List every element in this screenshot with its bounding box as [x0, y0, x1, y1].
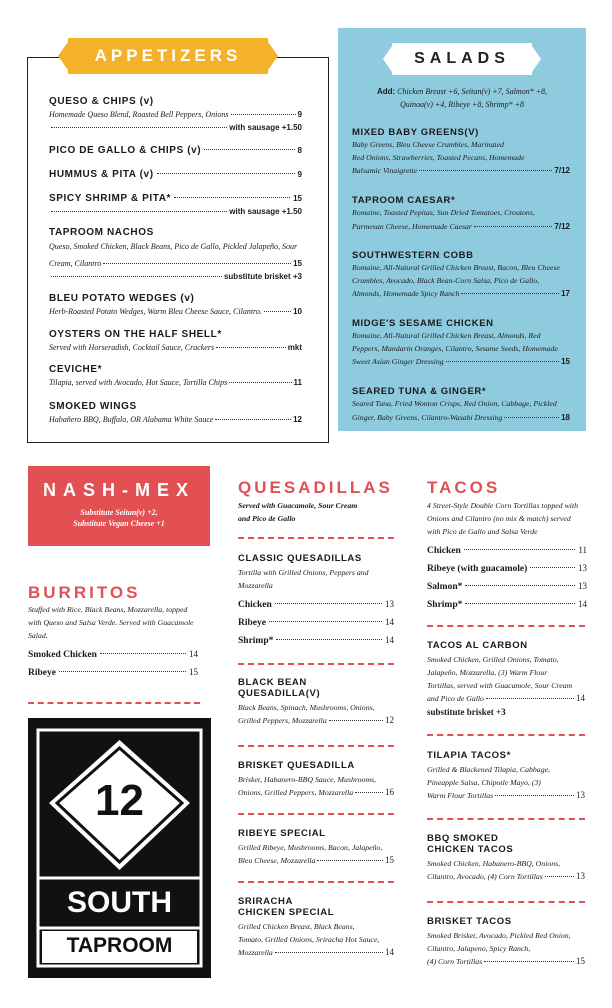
salad-item — [352, 127, 570, 178]
item-name: SMOKED WINGS — [49, 401, 137, 412]
item-price: 18 — [561, 412, 570, 422]
option-price: 13 — [385, 599, 394, 609]
section-desc: and Pico de Gallo — [238, 514, 296, 523]
section-desc: Onions and Cilantro (no mix & match) served — [427, 514, 571, 523]
taproom-logo — [28, 718, 211, 978]
item-name: BRISKET TACOS — [427, 916, 512, 927]
item-desc: Peppers, Mandarin Oranges, Cilantro, Sesame Seeds, Homemade — [352, 343, 558, 353]
burritos-desc: Salad. — [28, 631, 48, 640]
item-name: TAPROOM NACHOS — [49, 227, 154, 238]
item-name: OYSTERS ON THE HALF SHELL* — [49, 329, 222, 340]
option-price: 14 — [578, 599, 587, 609]
item-name-2: CHICKEN SPECIAL — [238, 907, 335, 918]
item-desc: Smoked Chicken, Habanero-BBQ, Onions, — [427, 859, 561, 868]
item-price: 10 — [293, 307, 302, 316]
menu-item — [238, 828, 394, 867]
menu-item — [238, 553, 394, 650]
option-price: 14 — [189, 649, 198, 659]
item-name: BLEU POTATO WEDGES (v) — [49, 293, 195, 304]
option-price: 11 — [578, 545, 587, 555]
divider — [427, 625, 585, 627]
item-desc: Seared Tuna, Fried Wonton Crisps, Red Onion, Cabbage, Pickled — [352, 399, 557, 408]
item-desc: Queso, Smoked Chicken, Black Beans, Pico de Gallo, Pickled Jalapeño, Sour — [49, 242, 298, 251]
item-price: 14 — [576, 693, 585, 703]
menu-item — [49, 96, 302, 134]
option-price: 15 — [189, 667, 198, 677]
item-price: 15 — [576, 956, 585, 966]
menu-item — [238, 760, 394, 799]
item-desc: and Pico de Gallo — [427, 694, 484, 703]
item-desc: Ginger, Baby Greens, Cilantro-Wasabi Dressing — [352, 412, 503, 422]
section-desc: 4 Street-Style Double Corn Tortillas topped with — [427, 501, 579, 510]
option-label: Smoked Chicken — [28, 650, 97, 660]
item-desc: Romaine, Toasted Pepitas, Sun Dried Tomatoes, Croutons, — [352, 208, 535, 217]
nashmex-banner — [28, 466, 210, 546]
item-price: 13 — [576, 790, 585, 800]
item-price: 16 — [385, 787, 394, 797]
divider — [238, 537, 394, 539]
divider — [238, 881, 394, 883]
divider — [238, 813, 394, 815]
menu-item — [49, 168, 302, 181]
item-extra: with sausage +1.50 — [229, 207, 302, 216]
quesadillas-desc — [238, 499, 398, 525]
item-name: SEARED TUNA & GINGER* — [352, 386, 487, 397]
option-price: 14 — [385, 635, 394, 645]
salad-item — [352, 195, 570, 233]
item-desc: Smoked Brisket, Avocado, Pickled Red Onion, — [427, 931, 571, 940]
item-name: TILAPIA TACOS* — [427, 750, 511, 761]
divider — [427, 818, 585, 820]
item-desc: Brisket, Habanero-BBQ Sauce, Mushrooms, — [238, 775, 377, 784]
item-desc: Almonds, Homemade Spicy Ranch — [352, 289, 460, 298]
item-desc: Cilantro, Jalapeno, Spicy Ranch, — [427, 944, 531, 953]
burritos-section — [28, 603, 198, 682]
nashmex-sub-2: Substitute Vegan Cheese +1 — [73, 519, 165, 528]
item-desc: Served with Horseradish, Cocktail Sauce, Crackers — [49, 343, 215, 352]
item-name: QUESO & CHIPS (v) — [49, 96, 154, 107]
item-desc: Romaine, All-Natural Grilled Chicken Breast, Almonds, Red — [352, 331, 541, 340]
option-label: Shrimp* — [238, 636, 274, 646]
item-price: 14 — [385, 947, 394, 957]
item-name: HUMMUS & PITA (v) — [49, 169, 154, 180]
item-desc: Black Beans, Spinach, Mushrooms, Onions, — [238, 703, 375, 712]
item-desc: Mozzarella — [238, 948, 273, 957]
item-desc: Balsamic Vinaigrette — [352, 166, 418, 175]
item-desc: Grilled Ribeye, Mushrooms, Bacon, Jalapeño, — [238, 843, 383, 852]
item-desc: Habañero BBQ, Buffalo, OR Alabama White Sauce — [49, 415, 214, 424]
appetizers-banner — [68, 38, 268, 74]
menu-item — [427, 916, 585, 968]
option-price: 14 — [385, 617, 394, 627]
option-price: 13 — [578, 563, 587, 573]
item-name: TACOS AL CARBON — [427, 640, 528, 651]
menu-item — [427, 833, 585, 883]
salads-add-ons — [344, 85, 580, 111]
option-label: Salmon* — [427, 582, 463, 592]
item-name: MIDGE'S SESAME CHICKEN — [352, 318, 494, 329]
burritos-title: BURRITOS — [28, 583, 141, 602]
item-desc: Pineapple Salsa, Chipotle Mayo, (3) — [427, 778, 541, 787]
item-extra: with sausage +1.50 — [229, 123, 302, 132]
item-price: 7/12 — [554, 166, 570, 175]
item-price: 17 — [561, 289, 570, 298]
item-name: TAPROOM CAESAR* — [352, 195, 456, 206]
item-name-2: CHICKEN TACOS — [427, 844, 514, 855]
item-price: 7/12 — [554, 221, 570, 231]
item-price: 9 — [297, 110, 302, 119]
item-name: RIBEYE SPECIAL — [238, 828, 326, 839]
salad-item — [352, 386, 570, 424]
option-label: Ribeye — [238, 618, 266, 628]
item-desc: Tortillas, served with Guacamole, Sour Cream — [427, 681, 573, 690]
item-name: MIXED BABY GREENS(V) — [352, 127, 479, 138]
item-desc: Sweet Asian Ginger Dressing — [352, 357, 444, 366]
item-name-2: QUESADILLA(V) — [238, 688, 321, 699]
add-line-2: Quinoa(v) +4, Ribeye +8, Shrimp* +8 — [400, 100, 524, 109]
item-desc: Bleu Cheese, Mozzarella — [238, 856, 316, 865]
salad-item — [352, 250, 570, 301]
divider — [427, 734, 585, 736]
option-price: 13 — [578, 581, 587, 591]
divider — [28, 702, 200, 704]
logo-number: 12 — [95, 776, 144, 825]
item-desc: Grilled Peppers, Mozzarella — [238, 716, 327, 725]
item-name: CEVICHE* — [49, 364, 103, 375]
nashmex-title: NASH-MEX — [42, 480, 195, 500]
appetizers-title: APPETIZERS — [94, 46, 242, 65]
section-desc: Served with Guacamole, Sour Cream — [238, 501, 358, 510]
item-desc: (4) Corn Tortillas — [427, 957, 483, 966]
quesadillas-title: QUESADILLAS — [238, 478, 393, 497]
item-name: SOUTHWESTERN COBB — [352, 250, 474, 261]
divider — [238, 745, 394, 747]
item-price: 13 — [576, 871, 585, 881]
item-price: 15 — [293, 259, 302, 268]
item-name: BRISKET QUESADILLA — [238, 760, 355, 771]
item-desc: Jalapeño, Mozzarella, (3) Warm Flour — [427, 668, 548, 677]
menu-item — [49, 293, 302, 318]
item-price: 12 — [385, 715, 394, 725]
option-label: Chicken — [427, 546, 461, 556]
item-name: BBQ SMOKED — [427, 833, 499, 844]
item-name: SPICY SHRIMP & PITA* — [49, 193, 172, 204]
item-desc: Baby Greens, Bleu Cheese Crumbles, Marinated — [352, 140, 504, 149]
salads-title: SALADS — [414, 50, 510, 67]
item-desc: Tomato, Grilled Onions, Sriracha Hot Sauce, — [238, 935, 380, 944]
item-desc: Red Onions, Strawberries, Toasted Pecans, Homemade — [352, 152, 525, 162]
add-line-1: Chicken Breast +6, Seitan(v) +7, Salmon* +8, — [397, 87, 548, 96]
item-desc: Grilled Chicken Breast, Black Beans, — [238, 922, 355, 931]
tacos-section — [427, 499, 587, 614]
item-desc: Tortilla with Grilled Onions, Peppers and — [238, 568, 369, 577]
burritos-desc: with Queso and Salsa Verde. Served with Guacamole — [28, 618, 194, 627]
tacos-title: TACOS — [427, 478, 501, 497]
menu-item — [427, 640, 585, 719]
menu-item — [49, 364, 302, 389]
logo-line-2: TAPROOM — [66, 934, 173, 957]
option-label: Ribeye (with guacamole) — [427, 564, 528, 574]
item-desc: Grilled & Blackened Tilapia, Cabbage, — [427, 765, 551, 774]
item-extra: substitute brisket +3 — [223, 272, 302, 281]
item-price: 11 — [293, 378, 302, 387]
divider — [238, 663, 394, 665]
item-desc: Smoked Chicken, Grilled Onions, Tomato, — [427, 655, 559, 664]
item-desc: Romaine, All-Natural Grilled Chicken Breast, Bacon, Bleu Cheese — [352, 263, 560, 272]
item-desc: Tilapia, served with Avocado, Hot Sauce, Tortilla Chips — [49, 378, 228, 387]
item-desc: Warm Flour Tortillas — [427, 791, 494, 800]
nashmex-sub-1: Substitute Seitan(v) +2, — [80, 508, 158, 517]
item-name: SRIRACHA — [238, 896, 293, 907]
item-name: PICO DE GALLO & CHIPS (v) — [49, 145, 202, 156]
item-price: mkt — [287, 343, 302, 352]
item-desc: Cilantro, Avocado, (4) Corn Tortillas — [427, 872, 543, 881]
option-label: Chicken — [238, 600, 272, 610]
item-price: 8 — [297, 146, 302, 155]
item-desc: Herb-Roasted Potato Wedges, Warm Bleu Cheese Sauce, Cilantro. — [49, 307, 262, 316]
item-name: BLACK BEAN — [238, 677, 307, 688]
item-desc-2: Cream, Cilantro — [49, 259, 102, 268]
item-desc: Crumbles, Avocado, Black Bean-Corn Salsa, Pico de Gallo, — [352, 275, 540, 285]
item-desc: Parmesan Cheese, Homemade Caesar — [352, 221, 472, 231]
divider — [427, 901, 585, 903]
burritos-desc: Stuffed with Rice, Black Beans, Mozzarella, topped — [28, 605, 188, 614]
item-desc: Homemade Queso Blend, Roasted Bell Peppers, Onions — [49, 110, 229, 119]
menu-item — [238, 677, 394, 727]
menu-item — [238, 896, 394, 959]
option-label: Shrimp* — [427, 600, 463, 610]
salad-item — [352, 318, 570, 369]
section-desc: with Pico de Gallo and Salsa Verde — [427, 527, 538, 536]
menu-item — [49, 401, 302, 426]
item-price: 12 — [293, 415, 302, 424]
menu-item — [427, 750, 585, 802]
menu-item — [49, 227, 302, 283]
item-price: 15 — [293, 194, 302, 203]
menu-item — [49, 192, 302, 218]
item-desc: Mozzarella — [238, 581, 273, 590]
item-desc: Onions, Grilled Peppers, Mozzarella — [238, 788, 354, 797]
item-price: 15 — [385, 855, 394, 865]
item-price: 15 — [561, 357, 570, 366]
item-extra: substitute brisket +3 — [427, 707, 506, 717]
item-price: 9 — [297, 170, 302, 179]
add-label: Add: — [376, 87, 396, 96]
salads-banner — [392, 43, 532, 75]
menu-item — [49, 329, 302, 354]
item-name: CLASSIC QUESADILLAS — [238, 553, 362, 564]
option-label: Ribeye — [28, 668, 56, 678]
logo-line-1: SOUTH — [67, 886, 172, 919]
menu-item — [49, 144, 302, 157]
